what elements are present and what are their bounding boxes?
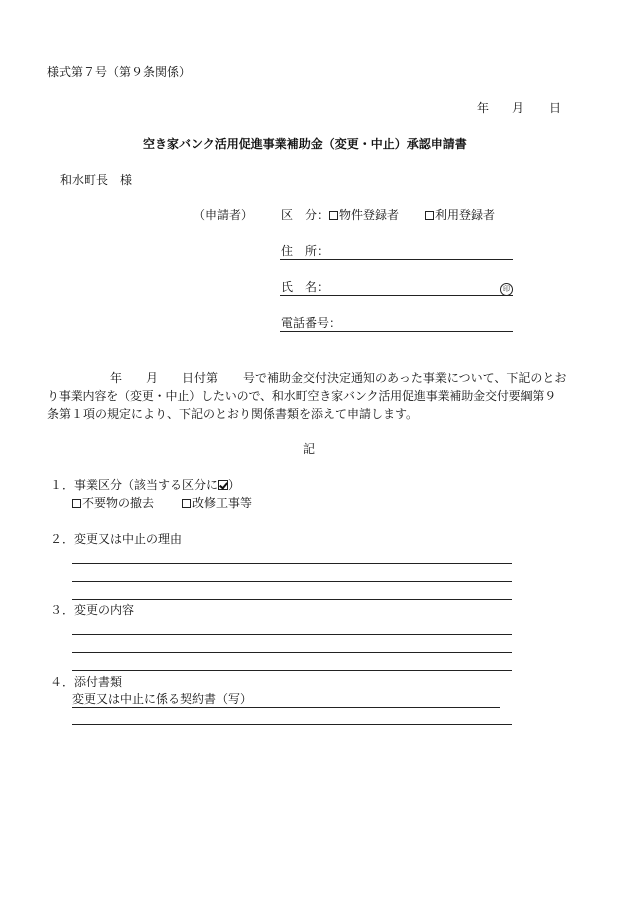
checkbox-renovation[interactable] xyxy=(182,499,191,508)
attachment-line-1[interactable] xyxy=(72,707,500,708)
phone-label: 電話番号： xyxy=(281,316,342,330)
section-2-heading: ２．変更又は中止の理由 xyxy=(50,532,183,546)
ki-heading: 記 xyxy=(303,442,316,456)
name-line[interactable] xyxy=(280,295,513,296)
phone-line[interactable] xyxy=(280,331,513,332)
option-property-owner: 物件登録者 xyxy=(339,208,400,222)
seal-mark-wrapper xyxy=(500,279,513,296)
name-label: 氏 名： xyxy=(281,280,330,294)
body-day-prefix: 日付第 xyxy=(182,371,219,385)
checkbox-user-registrant[interactable] xyxy=(425,211,434,220)
attachment-item: 変更又は中止に係る契約書（写） xyxy=(72,692,253,706)
form-number: 様式第７号（第９条関係） xyxy=(47,65,192,79)
body-month: 月 xyxy=(146,371,159,385)
applicant-heading: （申請者） xyxy=(193,208,254,222)
section-1-label: １．事業区分（該当する区分に xyxy=(50,478,219,492)
body-line-1-rest: 号で補助金交付決定通知のあった事業について、下記のとお xyxy=(243,371,567,385)
section-3-heading: ３．変更の内容 xyxy=(50,603,135,617)
seal-icon: 印 xyxy=(500,283,513,296)
body-line-3: 条第１項の規定により、下記のとおり関係書類を添えて申請します。 xyxy=(47,407,419,421)
address-label: 住 所： xyxy=(281,244,330,258)
content-line-2[interactable] xyxy=(72,652,512,653)
reason-line-2[interactable] xyxy=(72,581,512,582)
checkbox-property-owner[interactable] xyxy=(329,211,338,220)
category-label: 区 分： xyxy=(281,208,330,222)
date-month-label: 月 xyxy=(512,101,525,115)
addressee: 和水町長 様 xyxy=(60,173,133,187)
content-line-1[interactable] xyxy=(72,634,512,635)
checkbox-removal[interactable] xyxy=(72,499,81,508)
option-renovation: 改修工事等 xyxy=(192,496,253,510)
body-year: 年 xyxy=(110,371,123,385)
section-1-options xyxy=(72,495,252,511)
reason-line-3[interactable] xyxy=(72,599,512,600)
content-line-3[interactable] xyxy=(72,670,512,671)
option-removal: 不要物の撤去 xyxy=(82,496,155,510)
section-1-close: ） xyxy=(228,478,241,492)
attachment-line-2[interactable] xyxy=(72,724,512,725)
address-line[interactable] xyxy=(280,259,513,260)
date-year-label: 年 xyxy=(477,101,490,115)
date-day-label: 日 xyxy=(549,101,562,115)
checked-box-icon xyxy=(218,480,228,490)
reason-line-1[interactable] xyxy=(72,563,512,564)
section-4-heading: ４．添付書類 xyxy=(50,675,123,689)
document-title: 空き家バンク活用促進事業補助金（変更・中止）承認申請書 xyxy=(143,137,467,151)
category-field xyxy=(281,207,495,223)
option-user-registrant: 利用登録者 xyxy=(435,208,496,222)
section-1-heading xyxy=(50,477,240,493)
body-line-2: り事業内容を（変更・中止）したいので、和水町空き家バンク活用促進事業補助金交付要綱第９ xyxy=(47,389,557,403)
